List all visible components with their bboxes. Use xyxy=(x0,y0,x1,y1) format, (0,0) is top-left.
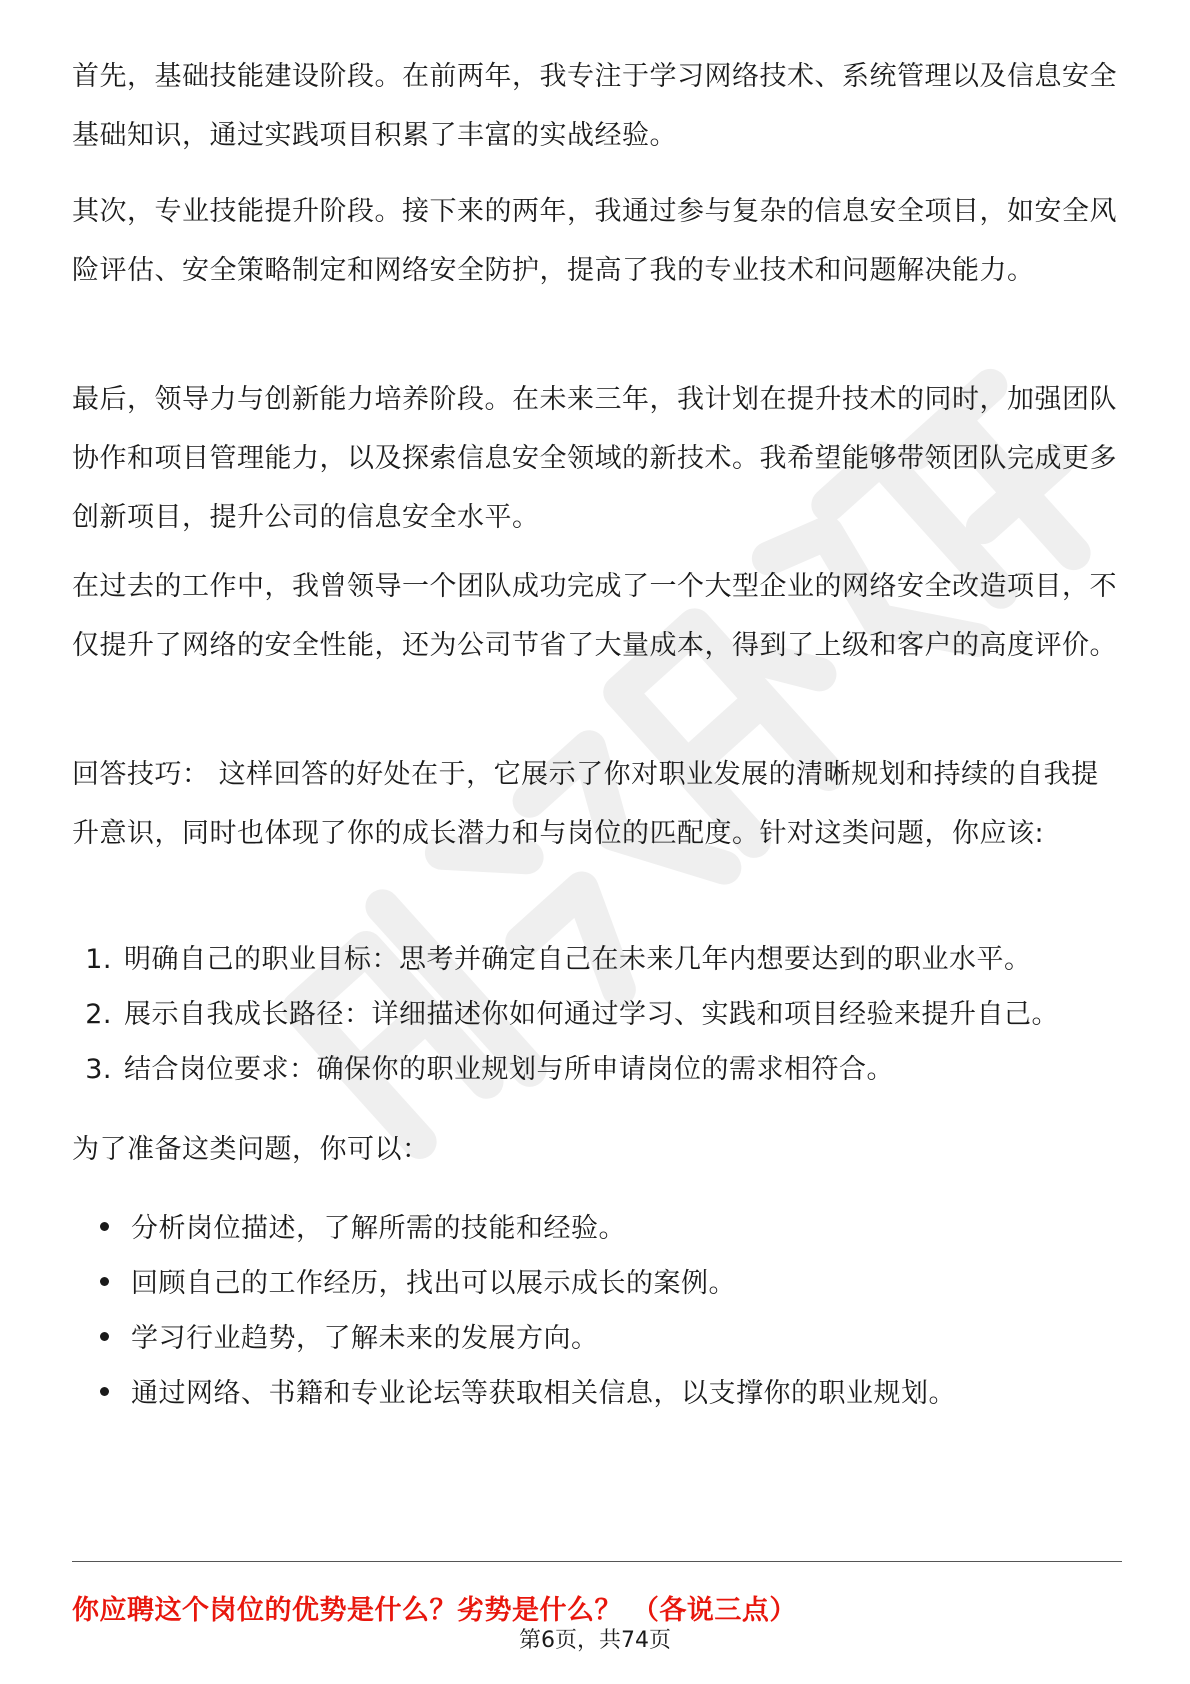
list-item-text: 明确自己的职业目标：思考并确定自己在未来几年内想要达到的职业水平。 xyxy=(124,944,1032,975)
list-number: 1. xyxy=(85,944,112,975)
list-item-text: 展示自我成长路径：详细描述你如何通过学习、实践和项目经验来提升自己。 xyxy=(124,999,1059,1030)
bullet-dot-icon xyxy=(100,1387,109,1396)
bullet-list-item xyxy=(72,1264,1122,1304)
page-number-footer: 第6页，共74页 xyxy=(519,1628,671,1653)
numbered-list-item xyxy=(72,1050,1122,1090)
bullet-dot-icon xyxy=(100,1222,109,1231)
paragraph-answer-tips: 回答技巧： 这样回答的好处在于，它展示了你对职业发展的清晰规划和持续的自我提升意识，同时也体现了你的成长潜力和与岗位的匹配度。针对这类问题，你应该: xyxy=(72,759,1099,849)
section-divider xyxy=(72,1561,1122,1562)
bullet-item-text: 分析岗位描述，了解所需的技能和经验。 xyxy=(131,1213,626,1244)
bullet-item-text: 回顾自己的工作经历，找出可以展示成长的案例。 xyxy=(131,1268,736,1299)
bullet-item-text: 学习行业趋势，了解未来的发展方向。 xyxy=(131,1323,599,1354)
numbered-list-item xyxy=(72,940,1122,980)
list-number: 3. xyxy=(85,1054,112,1085)
list-number: 2. xyxy=(85,999,112,1030)
paragraph-past-achievement: 在过去的工作中，我曾领导一个团队成功完成了一个大型企业的网络安全改造项目，不仅提升了网络的安全性能，还为公司节省了大量成本，得到了上级和客户的高度评价。 xyxy=(72,571,1117,661)
bullet-list-item xyxy=(72,1374,1122,1414)
list-item-text: 结合岗位要求：确保你的职业规划与所申请岗位的需求相符合。 xyxy=(124,1054,894,1085)
paragraph-leadership-stage: 最后，领导力与创新能力培养阶段。在未来三年，我计划在提升技术的同时，加强团队协作和项目管理能力，以及探索信息安全领域的新技术。我希望能够带领团队完成更多创新项目，提升公司的信息安全水平。 xyxy=(72,384,1117,533)
numbered-list-item xyxy=(72,995,1122,1035)
paragraph-foundation-stage: 首先，基础技能建设阶段。在前两年，我专注于学习网络技术、系统管理以及信息安全基础知识，通过实践项目积累了丰富的实战经验。 xyxy=(72,61,1117,151)
paragraph-prep-intro: 为了准备这类问题，你可以： xyxy=(72,1134,430,1165)
bullet-list-item xyxy=(72,1209,1122,1249)
bullet-list-item xyxy=(72,1319,1122,1359)
bullet-dot-icon xyxy=(100,1277,109,1286)
next-question-heading: 你应聘这个岗位的优势是什么？劣势是什么？ （各说三点） xyxy=(72,1595,797,1626)
bullet-dot-icon xyxy=(100,1332,109,1341)
paragraph-professional-stage: 其次，专业技能提升阶段。接下来的两年，我通过参与复杂的信息安全项目，如安全风险评估、安全策略制定和网络安全防护，提高了我的专业技术和问题解决能力。 xyxy=(72,196,1117,286)
bullet-item-text: 通过网络、书籍和专业论坛等获取相关信息，以支撑你的职业规划。 xyxy=(131,1378,956,1409)
